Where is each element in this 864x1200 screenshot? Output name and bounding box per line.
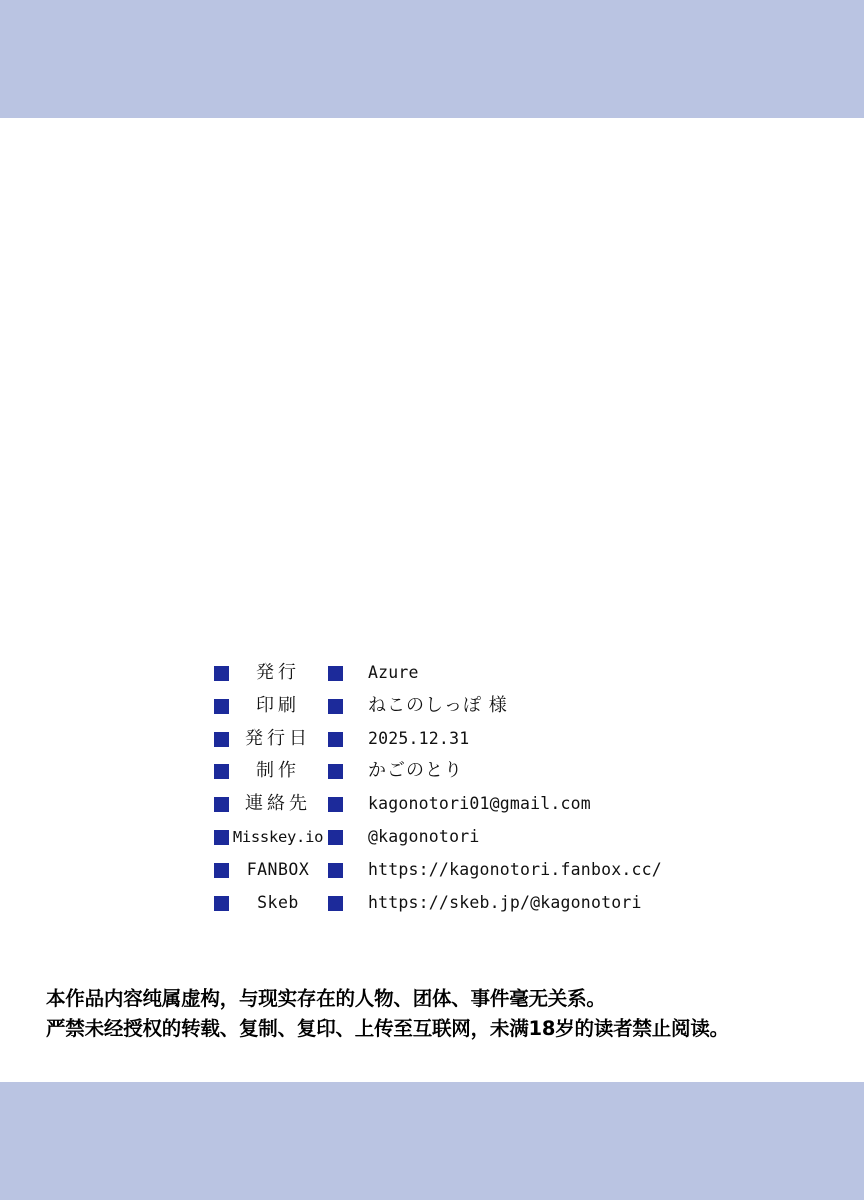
- square-bullet-icon: [214, 699, 229, 714]
- square-bullet-icon: [328, 699, 343, 714]
- colophon-label: Skeb: [257, 892, 299, 912]
- colophon-value: kagonotori01@gmail.com: [368, 794, 591, 814]
- square-bullet-icon: [214, 764, 229, 779]
- top-color-band: [0, 0, 864, 118]
- colophon-label: Misskey.io: [232, 827, 324, 846]
- legal-notice: [46, 984, 836, 1044]
- square-bullet-icon: [328, 830, 343, 845]
- square-bullet-icon: [328, 732, 343, 747]
- notice-line-prohibition: 严禁未经授权的转载、复制、复印、上传至互联网，未满18岁的读者禁止阅读。: [46, 1017, 729, 1040]
- colophon-value: 2025.12.31: [368, 728, 470, 748]
- colophon-label: 連絡先: [245, 793, 311, 815]
- square-bullet-icon: [328, 764, 343, 779]
- colophon-row-misskey: [210, 820, 730, 853]
- colophon-row-date: [210, 722, 730, 755]
- square-bullet-icon: [214, 732, 229, 747]
- colophon-row-publisher: [210, 656, 730, 689]
- colophon-table: [210, 656, 730, 918]
- colophon-value: https://skeb.jp/@kagonotori: [368, 892, 642, 912]
- square-bullet-icon: [214, 830, 229, 845]
- colophon-label: 印刷: [256, 694, 300, 716]
- colophon-label: 制作: [256, 760, 300, 782]
- colophon-value: https://kagonotori.fanbox.cc/: [368, 859, 662, 879]
- square-bullet-icon: [328, 896, 343, 911]
- colophon-label: 発行: [256, 662, 300, 683]
- square-bullet-icon: [214, 797, 229, 812]
- colophon-value: Azure: [368, 663, 419, 682]
- square-bullet-icon: [214, 863, 229, 878]
- colophon-value: ねこのしっぽ 様: [368, 694, 508, 716]
- colophon-row-fanbox: [210, 853, 730, 886]
- colophon-row-contact: [210, 787, 730, 820]
- notice-line-fiction: 本作品内容纯属虚构，与现实存在的人物、团体、事件毫无关系。: [46, 987, 606, 1010]
- colophon-label: FANBOX: [246, 859, 310, 879]
- colophon-row-printer: [210, 689, 730, 722]
- square-bullet-icon: [328, 863, 343, 878]
- square-bullet-icon: [328, 797, 343, 812]
- colophon-label: 発行日: [245, 727, 311, 749]
- colophon-row-author: [210, 754, 730, 787]
- square-bullet-icon: [214, 666, 229, 681]
- square-bullet-icon: [214, 896, 229, 911]
- colophon-row-skeb: [210, 886, 730, 919]
- bottom-color-band: [0, 1082, 864, 1200]
- colophon-value: かごのとり: [368, 760, 463, 782]
- square-bullet-icon: [328, 666, 343, 681]
- colophon-value: @kagonotori: [368, 826, 480, 846]
